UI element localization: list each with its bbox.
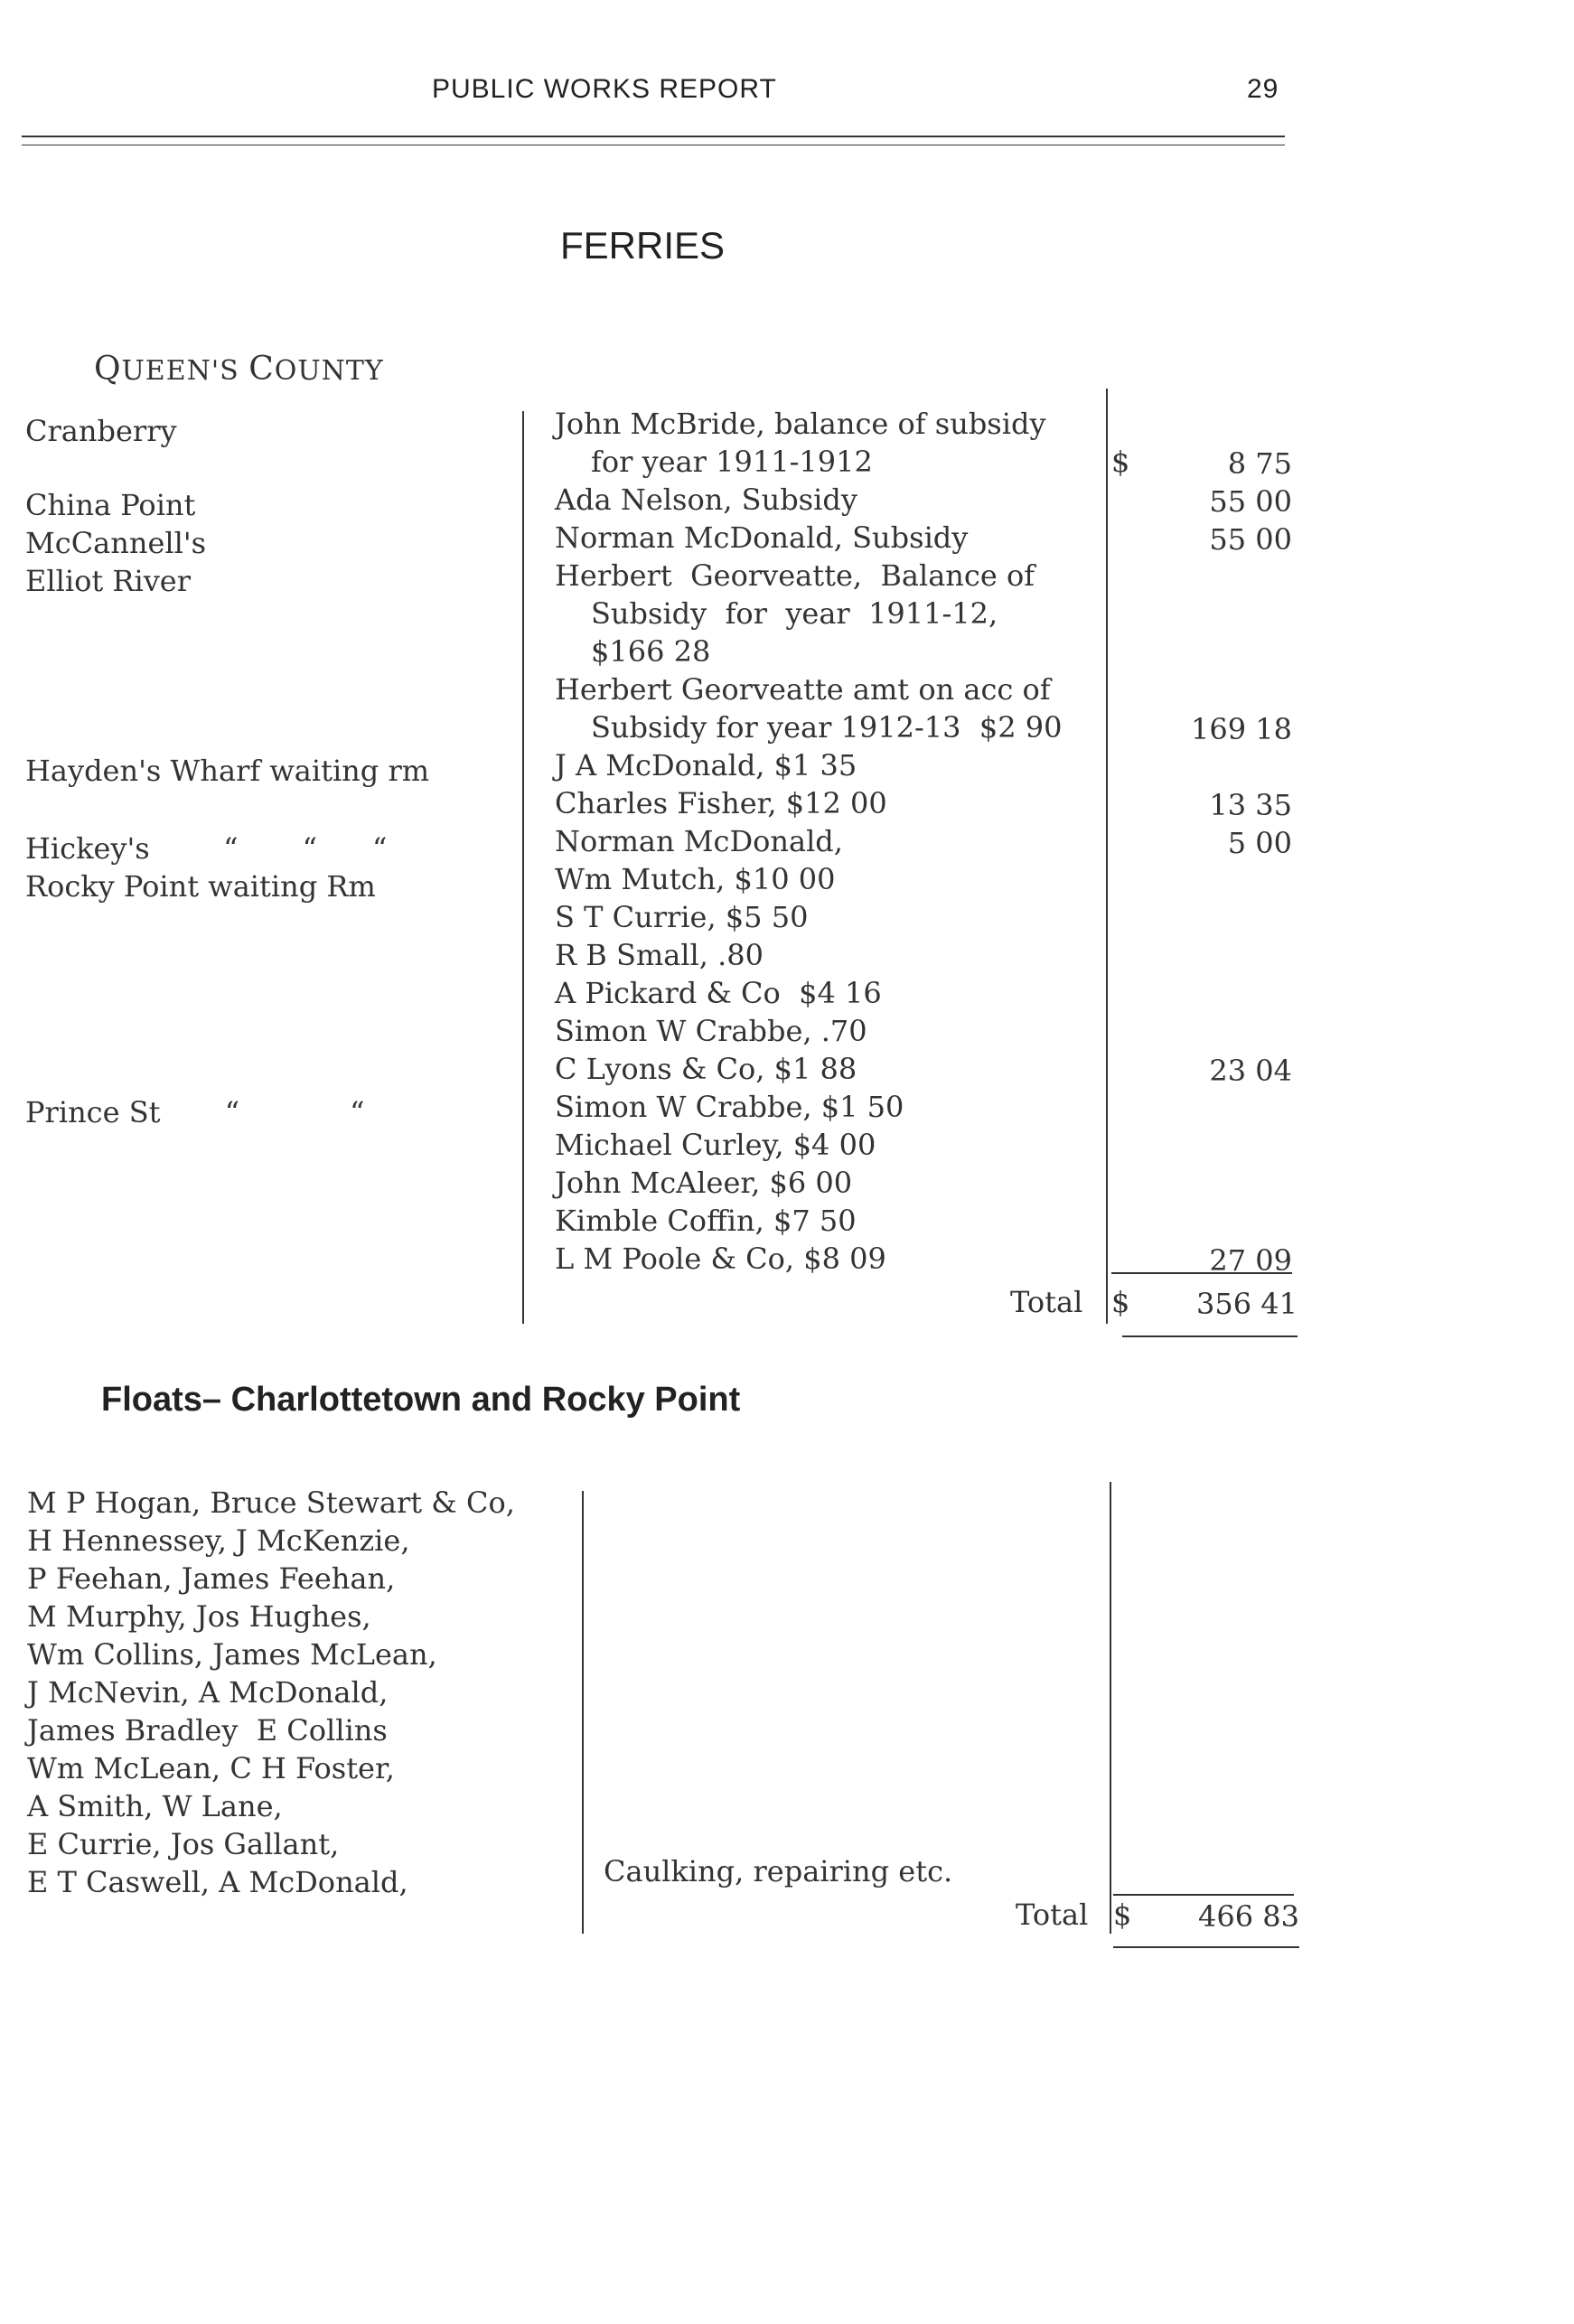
float-names-line: P Feehan, James Feehan, [27, 1561, 396, 1596]
float-names-line: A Smith, W Lane, [27, 1789, 283, 1823]
entry-line: Subsidy for year 1912-13 $2 90 [591, 710, 1063, 745]
ferry-haydens-wharf: Hayden's Wharf waiting rm [25, 754, 430, 788]
entry-line: Herbert Georveatte, Balance of [555, 558, 1035, 593]
county-initial-2: C [248, 351, 275, 388]
amount: 13 35 [1209, 788, 1292, 822]
entry-line: S T Currie, $5 50 [555, 900, 809, 934]
county-heading [94, 351, 384, 388]
amount: 55 00 [1209, 484, 1292, 519]
floats-title: Floats– Charlottetown and Rocky Point [101, 1381, 741, 1419]
amount: 5 00 [1227, 826, 1292, 860]
ferries-total: 356 41 [1196, 1287, 1298, 1321]
entry-line: Subsidy for year 1911-12, [591, 596, 998, 631]
entry-line: R B Small, .80 [555, 938, 764, 972]
amount: 169 18 [1191, 712, 1292, 746]
entry-line: Ada Nelson, Subsidy [555, 483, 857, 517]
running-header: PUBLIC WORKS REPORT [432, 74, 777, 104]
ferry-china-point: China Point [25, 488, 196, 522]
ferries-amount-rule [1106, 389, 1108, 1324]
floats-left-rule [582, 1491, 584, 1934]
entry-line: J A McDonald, $1 35 [555, 748, 857, 782]
entry-line: C Lyons & Co, $1 88 [555, 1052, 857, 1086]
floats-description: Caulking, repairing etc. [604, 1854, 953, 1888]
entry-line: Norman McDonald, Subsidy [555, 520, 969, 555]
floats-amount-rule [1110, 1482, 1111, 1934]
floats-subtotal-rule [1113, 1894, 1294, 1896]
entry-line: Michael Curley, $4 00 [555, 1128, 876, 1162]
entry-line: John McBride, balance of subsidy [555, 407, 1046, 441]
ferry-hickeys: Hickey's “ “ “ [25, 831, 388, 866]
floats-total-label: Total [1016, 1898, 1089, 1932]
ferries-left-rule [522, 411, 524, 1324]
entry-line: Kimble Coffin, $7 50 [555, 1204, 857, 1238]
amount: 55 00 [1209, 522, 1292, 557]
entry-line: A Pickard & Co $4 16 [555, 976, 882, 1010]
section-title: FERRIES [560, 224, 726, 267]
dollar-sign: $ [1111, 1285, 1130, 1319]
ferries-total-rule [1122, 1335, 1298, 1337]
entry-line: Wm Mutch, $10 00 [555, 862, 836, 896]
entry-line: $166 28 [591, 634, 711, 669]
entry-line: Simon W Crabbe, .70 [555, 1014, 867, 1048]
entry-line: Norman McDonald, [555, 824, 843, 858]
float-names-line: E Currie, Jos Gallant, [27, 1827, 340, 1861]
ferry-cranberry: Cranberry [25, 414, 177, 448]
float-names-line: H Hennessey, J McKenzie, [27, 1523, 410, 1558]
float-names-line: Wm McLean, C H Foster, [27, 1751, 395, 1785]
floats-total: 466 83 [1198, 1899, 1299, 1934]
entry-line: Simon W Crabbe, $1 50 [555, 1090, 904, 1124]
entry-line: Charles Fisher, $12 00 [555, 786, 887, 820]
ferries-total-label: Total [1010, 1285, 1083, 1319]
ferry-elliot-river: Elliot River [25, 564, 191, 598]
entry-line: John McAleer, $6 00 [555, 1166, 853, 1200]
amount: 23 04 [1209, 1054, 1292, 1088]
ferry-mccannells: McCannell's [25, 526, 207, 560]
float-names-line: E T Caswell, A McDonald, [27, 1865, 408, 1899]
float-names-line: James Bradley E Collins [27, 1713, 388, 1748]
county-initial-1: Q [94, 351, 122, 388]
amount: 27 09 [1209, 1243, 1292, 1278]
dollar-sign: $ [1113, 1898, 1132, 1932]
entry-line: for year 1911-1912 [591, 445, 873, 479]
float-names-line: M Murphy, Jos Hughes, [27, 1599, 371, 1634]
floats-total-rule [1113, 1946, 1299, 1948]
header-rule-1 [22, 136, 1285, 137]
float-names-line: M P Hogan, Bruce Stewart & Co, [27, 1485, 515, 1520]
amount: 8 75 [1227, 446, 1292, 481]
ferry-rocky-point: Rocky Point waiting Rm [25, 869, 376, 904]
page-number: 29 [1247, 74, 1279, 104]
dollar-sign: $ [1111, 445, 1130, 479]
entry-line: L M Poole & Co, $8 09 [555, 1242, 886, 1276]
float-names-line: Wm Collins, James McLean, [27, 1637, 437, 1672]
county-rest-2: OUNTY [274, 355, 384, 387]
county-rest-1: UEEN'S [121, 355, 249, 387]
entry-line: Herbert Georveatte amt on acc of [555, 672, 1051, 707]
float-names-line: J McNevin, A McDonald, [27, 1675, 389, 1710]
ferry-prince-st: Prince St “ “ [25, 1095, 365, 1129]
